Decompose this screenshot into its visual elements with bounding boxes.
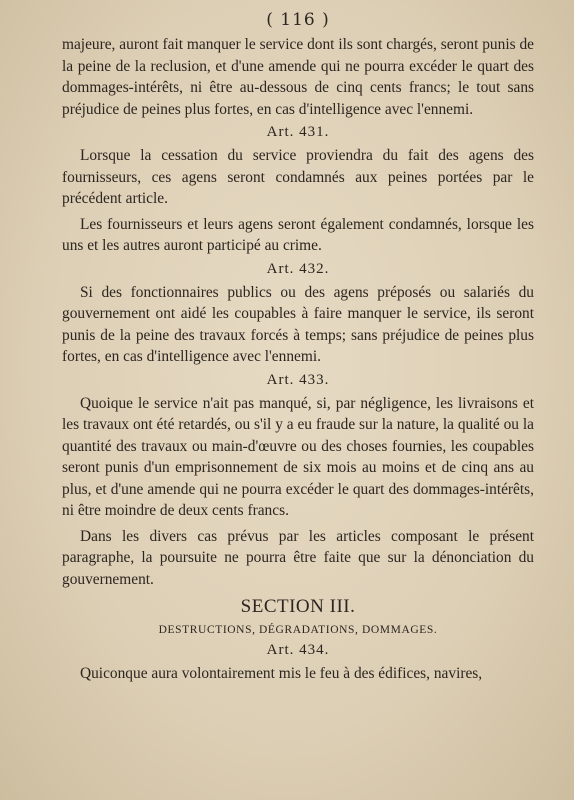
paragraph: Dans les divers cas prévus par les articles composant le présent paragraphe, la poursuite ne pourra être faite que sur la dénonciation du gouvernement. — [62, 527, 534, 588]
paragraph: Les fournisseurs et leurs agens seront également condamnés, lorsque les uns et les autres auront participé au crime. — [62, 215, 534, 254]
paragraph: Quoique le service n'ait pas manqué, si, par négligence, les livraisons et les travaux ont été retardés, ou s'il y a eu fraude sur la nature, la qualité ou la quantité des travaux ou main-d'œuvre ou des choses fournies, les coupables seront punis d'un emprisonnement de six mois au moins et de cinq ans au plus, et d'une amende qui ne pourra excéder le quart des dommages-intérêts, ni être moindre de deux cents francs. — [62, 394, 534, 519]
paragraph-continued: majeure, auront fait manquer le service dont ils sont chargés, seront punis de la peine de la reclusion, et d'une amende qui ne pourra excéder le quart des dommages-intérêts, ni être au-dessous de cinq cents francs; le tout sans préjudice de peines plus fortes, en cas d'intelligence avec l'ennemi. — [62, 36, 534, 118]
paragraph: Lorsque la cessation du service proviendra du fait des agens des fournisseurs, ces agens seront condamnés aux peines portées par le précédent article. — [62, 147, 534, 207]
paragraph: Quiconque aura volontairement mis le feu à des édifices, navires, — [80, 665, 483, 682]
section-title: SECTION III. — [240, 596, 356, 617]
article-heading-431: Art. 431. — [266, 124, 330, 140]
section-subtitle: DESTRUCTIONS, DÉGRADATIONS, DOMMAGES. — [158, 624, 438, 636]
article-heading-433: Art. 433. — [266, 371, 330, 388]
article-heading-434: Art. 434. — [266, 642, 330, 658]
paragraph: Si des fonctionnaires publics ou des agens préposés ou salariés du gouvernement ont aidé les coupables à faire manquer le service, ils seront punis de la peine des travaux forcés à temps; sans préjudice de peines plus fortes, en cas d'intelligence avec l'ennemi. — [62, 283, 534, 365]
article-heading-432: Art. 432. — [266, 260, 330, 277]
page-number: ( 116 ) — [266, 10, 330, 30]
